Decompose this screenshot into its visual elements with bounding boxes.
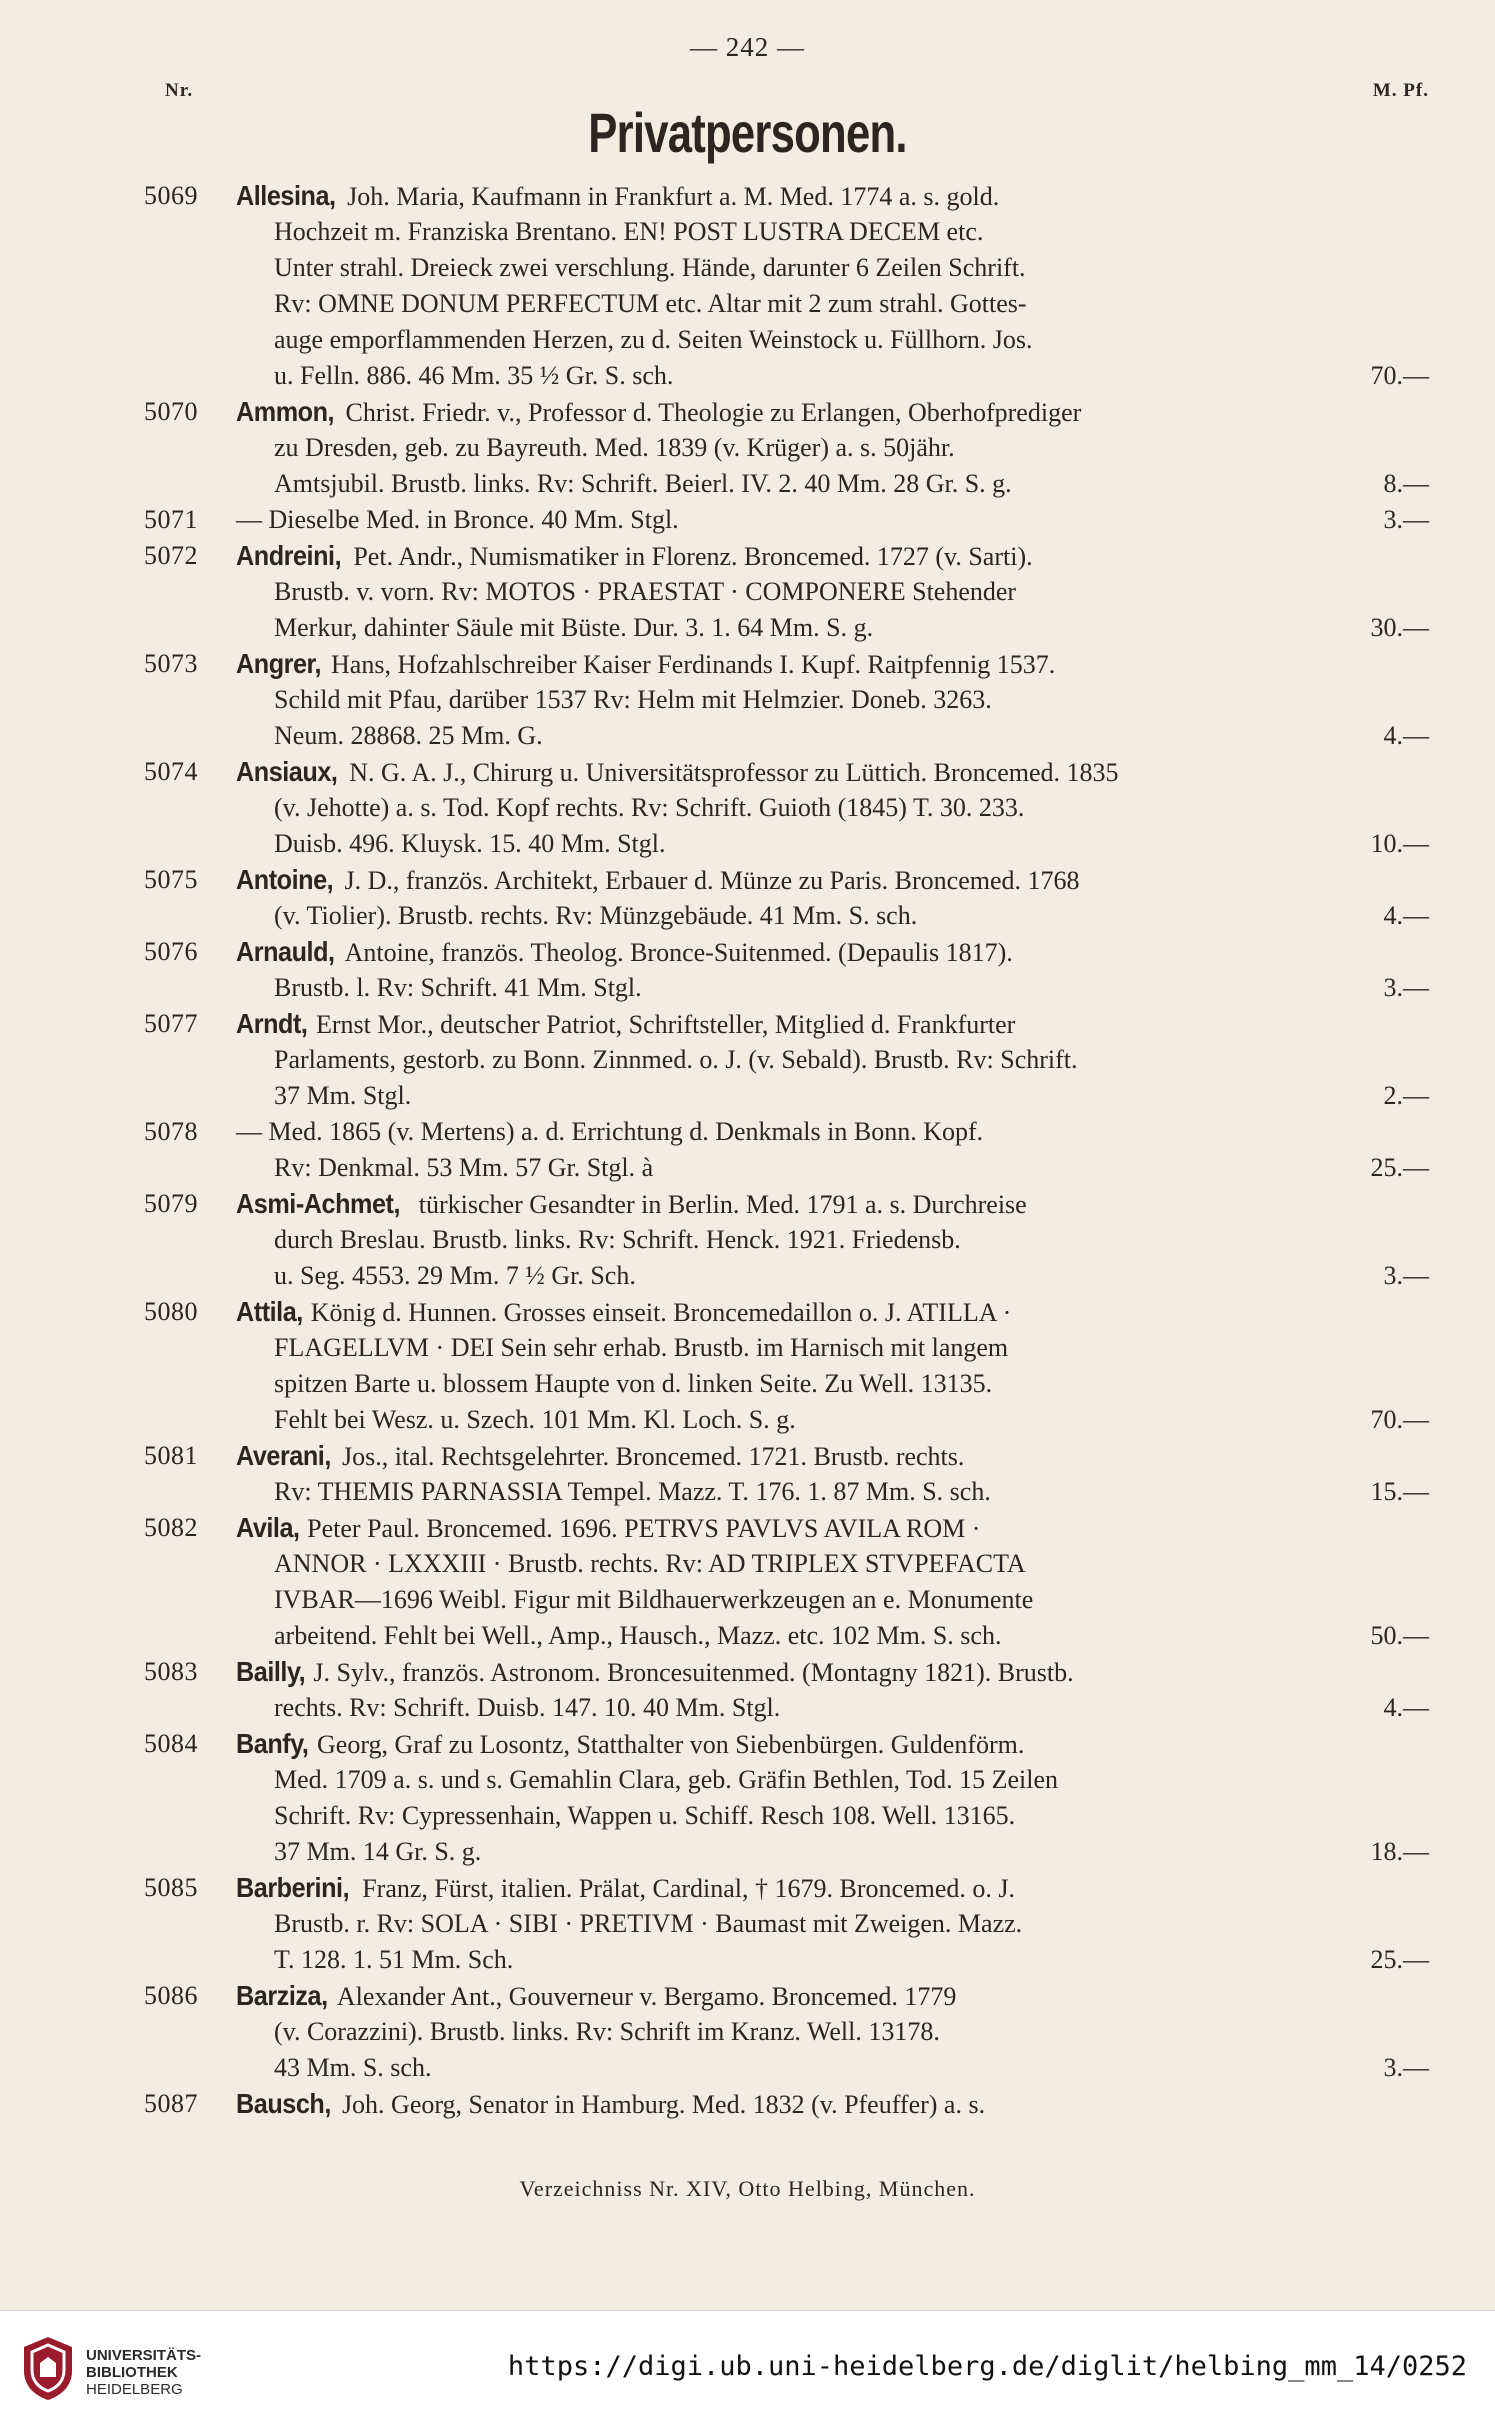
entry-line: [0, 538, 1495, 574]
entry-line: [0, 718, 1495, 754]
entry-description: Unter strahl. Dreieck zwei verschlung. Hände, darunter 6 Zeilen Schrift.: [274, 253, 1026, 282]
entry-name: Ansiaux,: [236, 756, 338, 787]
entry-name: Andreini,: [236, 540, 342, 571]
entry-price: 18.—: [1370, 1837, 1429, 1866]
entry-description: rechts. Rv: Schrift. Duisb. 147. 10. 40 Mm. Stgl.: [274, 1693, 781, 1722]
entry-description: (v. Tiolier). Brustb. rechts. Rv: Münzgebäude. 41 Mm. S. sch.: [274, 901, 918, 930]
entry-description: Alexander Ant., Gouverneur v. Bergamo. Broncemed. 1779: [336, 1982, 957, 2011]
catalog-entry: [0, 1870, 1495, 1978]
entry-line: [0, 1906, 1495, 1942]
entry-description: Duisb. 496. Kluysk. 15. 40 Mm. Stgl.: [274, 829, 666, 858]
catalog-entry: [0, 862, 1495, 934]
entry-line: [0, 1042, 1495, 1078]
entry-price: 70.—: [1370, 361, 1429, 390]
entry-number: 5086: [144, 1981, 198, 2010]
entry-price: 10.—: [1370, 829, 1429, 858]
entry-text: [236, 646, 1055, 683]
entry-text: [274, 574, 1016, 610]
entry-description: — Med. 1865 (v. Mertens) a. d. Errichtung d. Denkmals in Bonn. Kopf.: [236, 1117, 984, 1146]
entry-text: [274, 1366, 992, 1402]
entry-description: Amtsjubil. Brustb. links. Rv: Schrift. Beierl. IV. 2. 40 Mm. 28 Gr. S. g.: [274, 469, 1012, 498]
entry-name: Bausch,: [236, 2088, 331, 2119]
entry-text: [236, 1294, 1011, 1331]
entry-number: 5070: [144, 397, 198, 426]
entry-line: [0, 2050, 1495, 2086]
entry-description: (v. Corazzini). Brustb. links. Rv: Schrift im Kranz. Well. 13178.: [274, 2017, 940, 2046]
entry-text: [236, 1006, 1015, 1043]
entry-text: [236, 2086, 985, 2123]
entry-description: Hochzeit m. Franziska Brentano. EN! POST LUSTRA DECEM etc.: [274, 217, 984, 246]
catalog-entry: [0, 1006, 1495, 1114]
catalog-footer: Verzeichniss Nr. XIV, Otto Helbing, München.: [519, 2176, 976, 2201]
entry-number: 5080: [144, 1297, 198, 1326]
entry-line: [0, 610, 1495, 646]
entry-line: [0, 1474, 1495, 1510]
catalog-entry: [0, 1726, 1495, 1870]
entry-number: 5084: [144, 1729, 198, 1758]
entry-text: [274, 898, 917, 934]
entry-text: [274, 718, 543, 754]
entry-name: Attila,: [236, 1296, 303, 1327]
library-bottom-bar: [0, 2310, 1495, 2427]
entry-line: [0, 1690, 1495, 1726]
entry-name: Bailly,: [236, 1656, 306, 1687]
entry-description: Joh. Georg, Senator in Hamburg. Med. 1832 (v. Pfeuffer) a. s.: [341, 2090, 986, 2119]
entry-description: spitzen Barte u. blossem Haupte von d. linken Seite. Zu Well. 13135.: [274, 1369, 993, 1398]
entry-line: [0, 754, 1495, 790]
entry-name: Barberini,: [236, 1872, 350, 1903]
entry-text: [274, 214, 983, 250]
entry-text: [274, 1942, 513, 1978]
entry-description: Rv: Denkmal. 53 Mm. 57 Gr. Stgl. à: [274, 1153, 654, 1182]
entry-description: Med. 1709 a. s. und s. Gemahlin Clara, geb. Gräfin Bethlen, Tod. 15 Zeilen: [274, 1765, 1059, 1794]
entry-text: [236, 1186, 1027, 1223]
entry-line: [0, 1438, 1495, 1474]
entry-number: 5072: [144, 541, 198, 570]
entry-description: Brustb. r. Rv: SOLA · SIBI · PRETIVM · Baumast mit Zweigen. Mazz.: [274, 1909, 1023, 1938]
library-name: [86, 2347, 201, 2398]
entry-price: 4.—: [1383, 1693, 1429, 1722]
entry-text: [274, 1402, 796, 1438]
entry-description: arbeitend. Fehlt bei Well., Amp., Hausch., Mazz. etc. 102 Mm. S. sch.: [274, 1621, 1002, 1650]
entry-price: 3.—: [1383, 2053, 1429, 2082]
entry-description: Brustb. l. Rv: Schrift. 41 Mm. Stgl.: [274, 973, 642, 1002]
entry-text: [236, 934, 1013, 971]
entry-description: T. 128. 1. 51 Mm. Sch.: [274, 1945, 514, 1974]
entry-line: [0, 2086, 1495, 2122]
entry-description: Schild mit Pfau, darüber 1537 Rv: Helm mit Helmzier. Doneb. 3263.: [274, 685, 992, 714]
entry-text: [274, 1078, 411, 1114]
entry-text: [274, 1762, 1058, 1798]
catalog-entry: [0, 1438, 1495, 1510]
entry-line: [0, 322, 1495, 358]
entry-description: (v. Jehotte) a. s. Tod. Kopf rechts. Rv: Schrift. Guioth (1845) T. 30. 233.: [274, 793, 1025, 822]
column-header-price: M. Pf.: [1372, 80, 1429, 101]
entry-line: [0, 934, 1495, 970]
entry-line: [0, 286, 1495, 322]
entry-text: [274, 1474, 991, 1510]
entry-price: 70.—: [1370, 1405, 1429, 1434]
entry-name: Antoine,: [236, 864, 334, 895]
entry-line: [0, 1618, 1495, 1654]
entry-line: [0, 1150, 1495, 1186]
entry-description: Antoine, französ. Theolog. Bronce-Suitenmed. (Depaulis 1817).: [344, 938, 1013, 967]
entry-description: ANNOR · LXXXIII · Brustb. rechts. Rv: AD TRIPLEX STVPEFACTA: [274, 1549, 1026, 1578]
entry-text: [236, 394, 1081, 431]
catalog-entry: [0, 1294, 1495, 1438]
entry-list: [0, 178, 1495, 2122]
entry-text: [274, 1042, 1078, 1078]
entry-text: [236, 1726, 1024, 1763]
entry-description: Rv: THEMIS PARNASSIA Tempel. Mazz. T. 176. 1. 87 Mm. S. sch.: [274, 1477, 991, 1506]
entry-description: türkischer Gesandter in Berlin. Med. 1791 a. s. Durchreise: [418, 1190, 1027, 1219]
entry-line: [0, 178, 1495, 214]
entry-name: Avila,: [236, 1512, 300, 1543]
entry-text: [236, 502, 679, 538]
entry-text: [236, 538, 1033, 575]
entry-text: [274, 682, 992, 718]
entry-line: [0, 970, 1495, 1006]
entry-price: 4.—: [1383, 901, 1429, 930]
entry-description: 37 Mm. 14 Gr. S. g.: [274, 1837, 482, 1866]
entry-text: [236, 1654, 1074, 1691]
entry-text: [274, 1222, 961, 1258]
catalog-entry: [0, 1510, 1495, 1654]
entry-name: Arnauld,: [236, 936, 335, 967]
entry-number: 5074: [144, 757, 198, 786]
entry-description: Ernst Mor., deutscher Patriot, Schriftsteller, Mitglied d. Frankfurter: [315, 1010, 1016, 1039]
entry-line: [0, 2014, 1495, 2050]
entry-text: [274, 1258, 636, 1294]
catalog-entry: [0, 2086, 1495, 2122]
entry-line: [0, 1258, 1495, 1294]
permalink-url[interactable]: https://digi.ub.uni-heidelberg.de/diglit/helbing_mm_14/0252: [507, 2351, 1467, 2382]
entry-price: 4.—: [1383, 721, 1429, 750]
entry-description: Parlaments, gestorb. zu Bonn. Zinnmed. o. J. (v. Sebald). Brustb. Rv: Schrift.: [274, 1045, 1078, 1074]
entry-description: u. Seg. 4553. 29 Mm. 7 ½ Gr. Sch.: [274, 1261, 636, 1290]
entry-number: 5085: [144, 1873, 198, 1902]
entry-line: [0, 394, 1495, 430]
entry-description: Georg, Graf zu Losontz, Statthalter von Siebenbürgen. Guldenförm.: [317, 1730, 1025, 1759]
catalog-entry: [0, 178, 1495, 394]
library-name-line3: HEIDELBERG: [86, 2381, 183, 2398]
entry-description: König d. Hunnen. Grosses einseit. Broncemedaillon o. J. ATILLA ·: [310, 1298, 1012, 1327]
entry-line: [0, 1870, 1495, 1906]
entry-price: 15.—: [1370, 1477, 1429, 1506]
entry-name: Barziza,: [236, 1980, 328, 2011]
entry-number: 5077: [144, 1009, 198, 1038]
entry-price: 50.—: [1370, 1621, 1429, 1650]
entry-line: [0, 790, 1495, 826]
entry-text: [236, 1114, 983, 1150]
entry-line: [0, 430, 1495, 466]
library-name-line1: UNIVERSITÄTS-: [86, 2347, 202, 2364]
entry-text: [274, 1690, 780, 1726]
entry-description: auge emporflammenden Herzen, zu d. Seiten Weinstock u. Füllhorn. Jos.: [274, 325, 1033, 354]
entry-description: u. Felln. 886. 46 Mm. 35 ½ Gr. S. sch.: [274, 361, 674, 390]
entry-line: [0, 1834, 1495, 1870]
catalog-entry: [0, 646, 1495, 754]
entry-line: [0, 1978, 1495, 2014]
entry-text: [274, 1330, 1008, 1366]
entry-line: [0, 1726, 1495, 1762]
entry-description: Rv: OMNE DONUM PERFECTUM etc. Altar mit 2 zum strahl. Gottes-: [274, 289, 1027, 318]
entry-text: [236, 178, 999, 215]
entry-line: [0, 1762, 1495, 1798]
entry-name: Allesina,: [236, 180, 336, 211]
entry-description: zu Dresden, geb. zu Bayreuth. Med. 1839 (v. Krüger) a. s. 50jähr.: [274, 433, 955, 462]
entry-line: [0, 214, 1495, 250]
entry-text: [274, 610, 873, 646]
entry-text: [236, 1978, 956, 2015]
entry-line: [0, 1654, 1495, 1690]
catalog-entry: [0, 1978, 1495, 2086]
entry-line: [0, 1510, 1495, 1546]
entry-number: 5081: [144, 1441, 198, 1470]
entry-description: 37 Mm. Stgl.: [274, 1081, 412, 1110]
entry-description: Brustb. v. vorn. Rv: MOTOS · PRAESTAT · COMPONERE Stehender: [274, 577, 1017, 606]
entry-price: 2.—: [1383, 1081, 1429, 1110]
entry-price: 25.—: [1370, 1153, 1429, 1182]
entry-line: [0, 1114, 1495, 1150]
entry-text: [274, 826, 666, 862]
entry-price: 3.—: [1383, 505, 1429, 534]
catalog-entry: [0, 934, 1495, 1006]
entry-line: [0, 250, 1495, 286]
entry-description: Fehlt bei Wesz. u. Szech. 101 Mm. Kl. Loch. S. g.: [274, 1405, 796, 1434]
entry-description: Schrift. Rv: Cypressenhain, Wappen u. Schiff. Resch 108. Well. 13165.: [274, 1801, 1016, 1830]
catalog-entry: [0, 1114, 1495, 1186]
entry-text: [236, 1870, 1015, 1907]
entry-line: [0, 682, 1495, 718]
entry-line: [0, 646, 1495, 682]
entry-line: [0, 574, 1495, 610]
entry-line: [0, 862, 1495, 898]
entry-text: [274, 1834, 481, 1870]
entry-text: [274, 430, 955, 466]
entry-line: [0, 1078, 1495, 1114]
entry-line: [0, 1366, 1495, 1402]
entry-number: 5075: [144, 865, 198, 894]
entry-text: [236, 754, 1119, 791]
entry-text: [274, 1618, 1001, 1654]
entry-description: J. Sylv., französ. Astronom. Broncesuitenmed. (Montagny 1821). Brustb.: [313, 1658, 1074, 1687]
entry-text: [274, 1150, 653, 1186]
entry-line: [0, 1294, 1495, 1330]
entry-text: [236, 1510, 980, 1547]
entry-name: Asmi-Achmet,: [236, 1188, 401, 1219]
entry-number: 5069: [144, 181, 198, 210]
entry-description: Neum. 28868. 25 Mm. G.: [274, 721, 543, 750]
entry-description: FLAGELLVM · DEI Sein sehr erhab. Brustb. im Harnisch mit langem: [274, 1333, 1009, 1362]
entry-line: [0, 358, 1495, 394]
entry-line: [0, 1402, 1495, 1438]
entry-number: 5078: [144, 1117, 198, 1146]
entry-line: [0, 898, 1495, 934]
entry-text: [274, 2014, 940, 2050]
entry-line: [0, 466, 1495, 502]
entry-line: [0, 1186, 1495, 1222]
catalog-entry: [0, 394, 1495, 502]
entry-text: [274, 790, 1024, 826]
entry-description: IVBAR—1696 Weibl. Figur mit Bildhauerwerkzeugen an e. Monumente: [274, 1585, 1034, 1614]
entry-description: — Dieselbe Med. in Bronce. 40 Mm. Stgl.: [236, 505, 679, 534]
section-title: Privatpersonen.: [588, 101, 907, 164]
entry-text: [274, 1906, 1022, 1942]
entry-text: [274, 970, 642, 1006]
entry-text: [274, 358, 673, 394]
entry-text: [274, 286, 1027, 322]
library-name-line2: BIBLIOTHEK: [86, 2364, 178, 2381]
entry-name: Ammon,: [236, 396, 335, 427]
entry-line: [0, 1582, 1495, 1618]
entry-line: [0, 1798, 1495, 1834]
entry-number: 5079: [144, 1189, 198, 1218]
university-seal-icon: [18, 2333, 78, 2403]
entry-description: Joh. Maria, Kaufmann in Frankfurt a. M. Med. 1774 a. s. gold.: [347, 182, 1000, 211]
entry-description: Hans, Hofzahlschreiber Kaiser Ferdinands I. Kupf. Raitpfennig 1537.: [331, 650, 1056, 679]
entry-name: Angrer,: [236, 648, 322, 679]
entry-text: [236, 862, 1080, 899]
entry-description: Christ. Friedr. v., Professor d. Theologie zu Erlangen, Oberhofprediger: [345, 398, 1082, 427]
page-number: — 242 —: [690, 32, 805, 62]
entry-name: Banfy,: [236, 1728, 309, 1759]
entry-line: [0, 1330, 1495, 1366]
entry-description: N. G. A. J., Chirurg u. Universitätsprofessor zu Lüttich. Broncemed. 1835: [349, 758, 1119, 787]
entry-number: 5071: [144, 505, 198, 534]
entry-description: durch Breslau. Brustb. links. Rv: Schrift. Henck. 1921. Friedensb.: [274, 1225, 961, 1254]
entry-description: J. D., französ. Architekt, Erbauer d. Münze zu Paris. Broncemed. 1768: [344, 866, 1080, 895]
entry-text: [274, 1546, 1026, 1582]
entry-line: [0, 1222, 1495, 1258]
entry-text: [274, 1798, 1015, 1834]
catalog-entry: [0, 502, 1495, 538]
column-header-number: Nr.: [165, 80, 194, 101]
entry-line: [0, 1006, 1495, 1042]
entry-price: 3.—: [1383, 1261, 1429, 1290]
entry-name: Averani,: [236, 1440, 331, 1471]
entry-description: Peter Paul. Broncemed. 1696. PETRVS PAVLVS AVILA ROM ·: [307, 1514, 981, 1543]
entry-number: 5083: [144, 1657, 198, 1686]
entry-price: 30.—: [1370, 613, 1429, 642]
entry-text: [274, 466, 1012, 502]
entry-description: Merkur, dahinter Säule mit Büste. Dur. 3. 1. 64 Mm. S. g.: [274, 613, 874, 642]
catalog-entry: [0, 754, 1495, 862]
entry-line: [0, 1942, 1495, 1978]
entry-description: Franz, Fürst, italien. Prälat, Cardinal, † 1679. Broncemed. o. J.: [362, 1874, 1015, 1903]
entry-line: [0, 826, 1495, 862]
entry-line: [0, 1546, 1495, 1582]
catalog-entry: [0, 538, 1495, 646]
entry-price: 3.—: [1383, 973, 1429, 1002]
entry-text: [274, 250, 1026, 286]
entry-price: 8.—: [1383, 469, 1429, 498]
catalog-entry: [0, 1654, 1495, 1726]
entry-text: [274, 2050, 431, 2086]
entry-text: [236, 1438, 964, 1475]
entry-text: [274, 322, 1032, 358]
catalog-entry: [0, 1186, 1495, 1294]
entry-name: Arndt,: [236, 1008, 308, 1039]
entry-number: 5087: [144, 2089, 198, 2118]
entry-number: 5082: [144, 1513, 198, 1542]
entry-number: 5076: [144, 937, 198, 966]
entry-description: 43 Mm. S. sch.: [274, 2053, 432, 2082]
entry-text: [274, 1582, 1033, 1618]
entry-description: Pet. Andr., Numismatiker in Florenz. Broncemed. 1727 (v. Sarti).: [353, 542, 1033, 571]
entry-description: Jos., ital. Rechtsgelehrter. Broncemed. 1721. Brustb. rechts.: [341, 1442, 965, 1471]
entry-number: 5073: [144, 649, 198, 678]
entry-price: 25.—: [1370, 1945, 1429, 1974]
entry-line: [0, 502, 1495, 538]
